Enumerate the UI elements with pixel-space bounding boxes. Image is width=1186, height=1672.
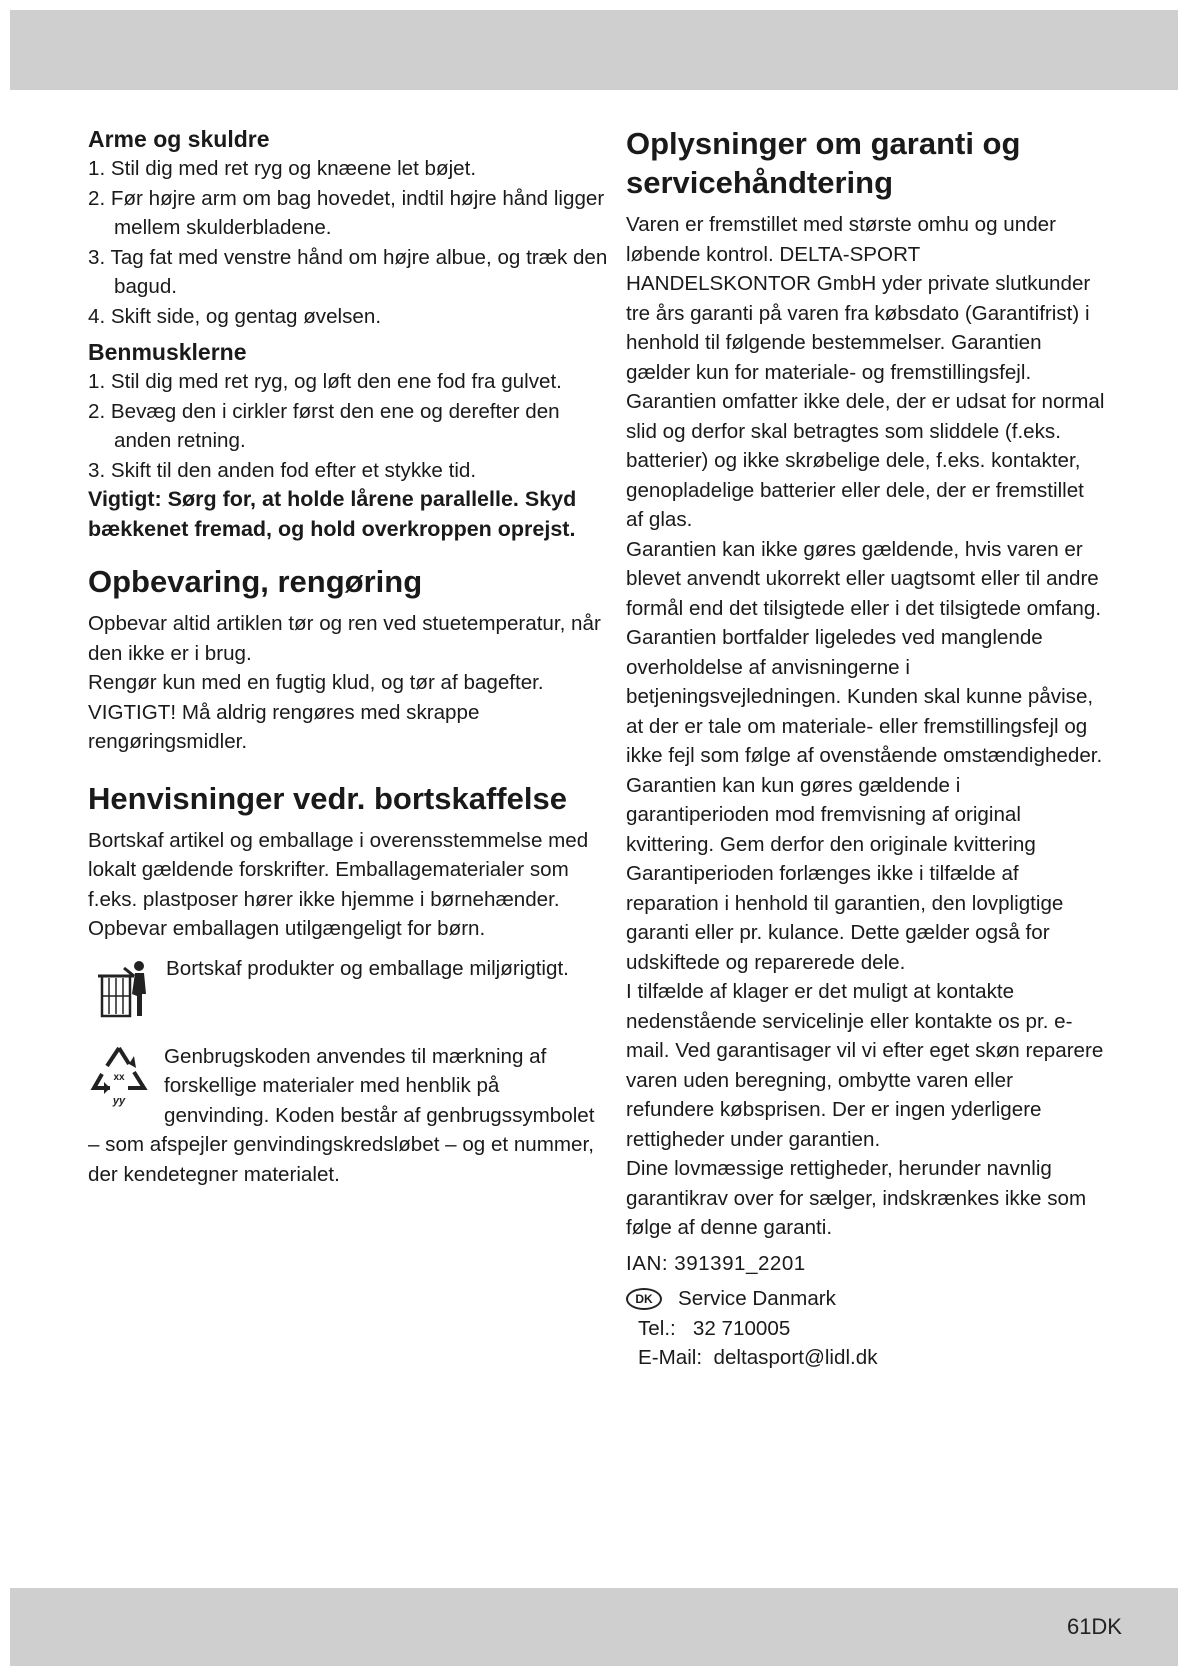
- arme-heading: Arme og skuldre: [88, 126, 270, 152]
- list-item: 2. Bevæg den i cirkler først den ene og derefter den anden retning.: [88, 399, 560, 452]
- bin-text: Bortskaf produkter og emballage miljørigtigt.: [166, 956, 569, 980]
- service-row: [626, 1284, 1106, 1314]
- list-item: 2. Før højre arm om bag hovedet, indtil højre hånd ligger mellem skulderbladene.: [88, 186, 605, 239]
- service-email[interactable]: E-Mail: deltasport@lidl.dk: [638, 1346, 878, 1369]
- arme-steps: [88, 154, 608, 331]
- opbevaring-p3: VIGTIGT! Må aldrig rengøres med skrappe rengøringsmidler.: [88, 700, 480, 753]
- top-band: [10, 10, 1178, 90]
- left-column: [88, 124, 608, 1189]
- dk-badge: DK: [626, 1288, 662, 1310]
- recycle-text: Genbrugskoden anvendes til mærkning af forskellige materialer med henblik på genvinding. Koden består af genbrugssymbolet – som afspejler genvindingskredsløbet – og et nummer, der kendetegner materialet.: [88, 1044, 595, 1186]
- recycle-icon: [88, 1042, 150, 1108]
- recycle-label-top: xx: [113, 1071, 125, 1083]
- opbevaring-heading: Opbevaring, rengøring: [88, 564, 423, 599]
- ben-steps: [88, 367, 608, 485]
- page-number: 61DK: [1066, 1614, 1122, 1639]
- garanti-p3: Garantien kan kun gøres gældende i garantiperioden mod fremvisning af original kvittering. Gem derfor den originale kvittering Garantiperioden forlænges ikke i tilfælde af reparation i henhold til garantien, den lovpligtige garanti eller pr. kulance. Dette gælder også for udskiftede og reparerede dele.: [626, 773, 1064, 974]
- service-tel: Tel.: 32 710005: [638, 1316, 791, 1340]
- footer-band: [10, 1588, 1178, 1666]
- garanti-p2: Garantien kan ikke gøres gældende, hvis varen er blevet anvendt ukorrekt eller uagtsomt eller til andre formål end det tilsigtede eller i det tilsigtede omfang. Garantien bortfalder ligeledes ved manglende overholdelse af anvisningerne i betjeningsvejledningen. Kunden skal kunne påvise, at der er tale om materiale- eller fremstillingsfejl og ikke fejl som følge af ovenstående omstændigheder.: [626, 537, 1103, 767]
- right-column: [626, 124, 1106, 1373]
- bortskaffelse-heading: Henvisninger vedr. bortskaffelse: [88, 780, 567, 816]
- bortskaffelse-p1: Bortskaf artikel og emballage i overensstemmelse med lokalt gældende forskrifter. Emballagematerialer som f.eks. plastposer hører ikke hjemme i børnehænder. Opbevar emballagen utilgængeligt for børn.: [88, 828, 589, 940]
- service-name: Service Danmark: [678, 1287, 836, 1310]
- list-item: 4. Skift side, og gentag øvelsen.: [88, 304, 382, 328]
- garanti-heading: Oplysninger om garanti og servicehåndtering: [626, 126, 1021, 200]
- ian-number: IAN: 391391_2201: [626, 1251, 806, 1275]
- opbevaring-p2: Rengør kun med en fugtig klud, og tør af bagefter.: [88, 671, 544, 694]
- trash-bin-icon: [88, 954, 150, 1020]
- bin-row: [88, 954, 608, 1024]
- garanti-p4: I tilfælde af klager er det muligt at kontakte nedenstående servicelinje eller kontakte os pr. e-mail. Ved garantisager vil vi efter eget skøn reparere varen uden beregning, ombytte varen eller refundere købsprisen. Der er ingen yderligere rettigheder under garantien.: [626, 980, 1104, 1151]
- ben-heading: Benmusklerne: [88, 339, 247, 365]
- recycle-label-bottom: yy: [112, 1094, 126, 1107]
- recycle-row: [88, 1042, 608, 1190]
- important-note: Vigtigt: Sørg for, at holde lårene parallelle. Skyd bækkenet fremad, og hold overkroppen oprejst.: [88, 487, 577, 541]
- list-item: 1. Stil dig med ret ryg, og løft den ene fod fra gulvet.: [88, 370, 562, 393]
- garanti-p5: Dine lovmæssige rettigheder, herunder navnlig garantikrav over for sælger, indskrænkes ikke som følge af denne garanti.: [626, 1157, 1087, 1239]
- list-item: 3. Skift til den anden fod efter et stykke tid.: [88, 458, 477, 482]
- list-item: 1. Stil dig med ret ryg og knæene let bøjet.: [88, 157, 477, 180]
- garanti-p1: Varen er fremstillet med største omhu og under løbende kontrol. DELTA-SPORT HANDELSKONTOR GmbH yder private slutkunder tre års garanti på varen fra købsdato (Garantifrist) i henhold til følgende bestemmelser. Garantien gælder kun for materiale- og fremstillingsfejl. Garantien omfatter ikke dele, der er udsat for normal slid og derfor skal betragtes som sliddele (f.eks. batterier) og ikke skrøbelige dele, f.eks. kontakter, genopladelige batterier eller dele, der er fremstillet af glas.: [626, 213, 1105, 531]
- opbevaring-p1: Opbevar altid artiklen tør og ren ved stuetemperatur, når den ikke er i brug.: [88, 612, 601, 665]
- list-item: 3. Tag fat med venstre hånd om højre albue, og træk den bagud.: [88, 245, 608, 298]
